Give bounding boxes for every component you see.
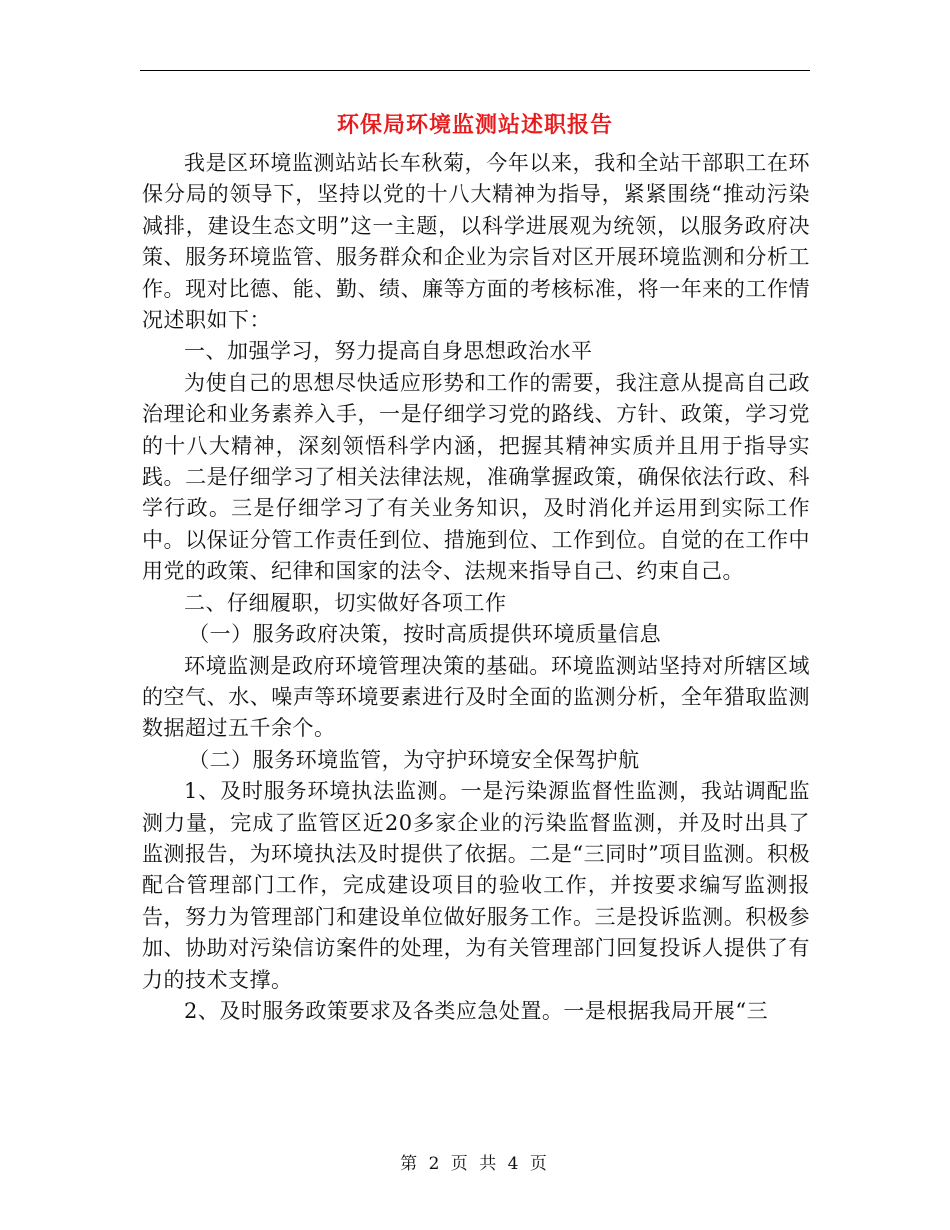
page-number-footer: 第 2 页 共 4 页 [400,1154,550,1174]
header-rule [140,70,810,71]
document-body [142,148,810,1027]
paragraph-enforcement: 1、及时服务环境执法监测。一是污染源监督性监测，我站调配监测力量，完成了监管区近20多家企业的污染监督监测，并及时出具了监测报告，为环境执法及时提供了依据。二是“三同时”项目监测。积极配合管理部门工作，完成建设项目的验收工作，并按要求编写监测报告，努力为管理部门和建设单位做好服务工作。三是投诉监测。积极参加、协助对污染信访案件的处理，为有关管理部门回复投诉人提供了有力的技术支撑。 [142,779,810,992]
paragraph-monitoring: 环境监测是政府环境管理决策的基础。环境监测站坚持对所辖区域的空气、水、噪声等环境要素进行及时全面的监测分析，全年猎取监测数据超过五千余个。 [142,653,810,741]
subsection-heading-2: （二）服务环境监管，为守护环境安全保驾护航 [188,747,640,772]
section-heading-2: 二、仔细履职，切实做好各项工作 [184,590,507,615]
subsection-heading-1: （一）服务政府决策，按时高质提供环境质量信息 [188,622,662,647]
document-title: 环保局环境监测站述职报告 [336,112,613,138]
paragraph-study: 为使自己的思想尽快适应形势和工作的需要，我注意从提高自己政治理论和业务素养入手，一是仔细学习党的路线、方针、政策，学习党的十八大精神，深刻领悟科学内涵，把握其精神实质并且用于指导实践。二是仔细学习了相关法律法规，准确掌握政策，确保依法行政、科学行政。三是仔细学习了有关业务知识，及时消化并运用到实际工作中。以保证分管工作责任到位、措施到位、工作到位。自觉的在工作中用党的政策、纪律和国家的法令、法规来指导自己、约束自己。 [142,370,810,584]
paragraph-intro: 我是区环境监测站站长车秋菊，今年以来，我和全站干部职工在环保分局的领导下，坚持以党的十八大精神为指导，紧紧围绕“推动污染减排，建设生态文明”这一主题，以科学进展观为统领，以服务政府决策、服务环境监管、服务群众和企业为宗旨对区开展环境监测和分析工作。现对比德、能、勤、绩、廉等方面的考核标准，将一年来的工作情况述职如下： [142,151,810,333]
section-heading-1: 一、加强学习，努力提高自身思想政治水平 [184,339,593,364]
paragraph-emergency: 2、及时服务政策要求及各类应急处置。一是根据我局开展“三 [184,998,769,1023]
